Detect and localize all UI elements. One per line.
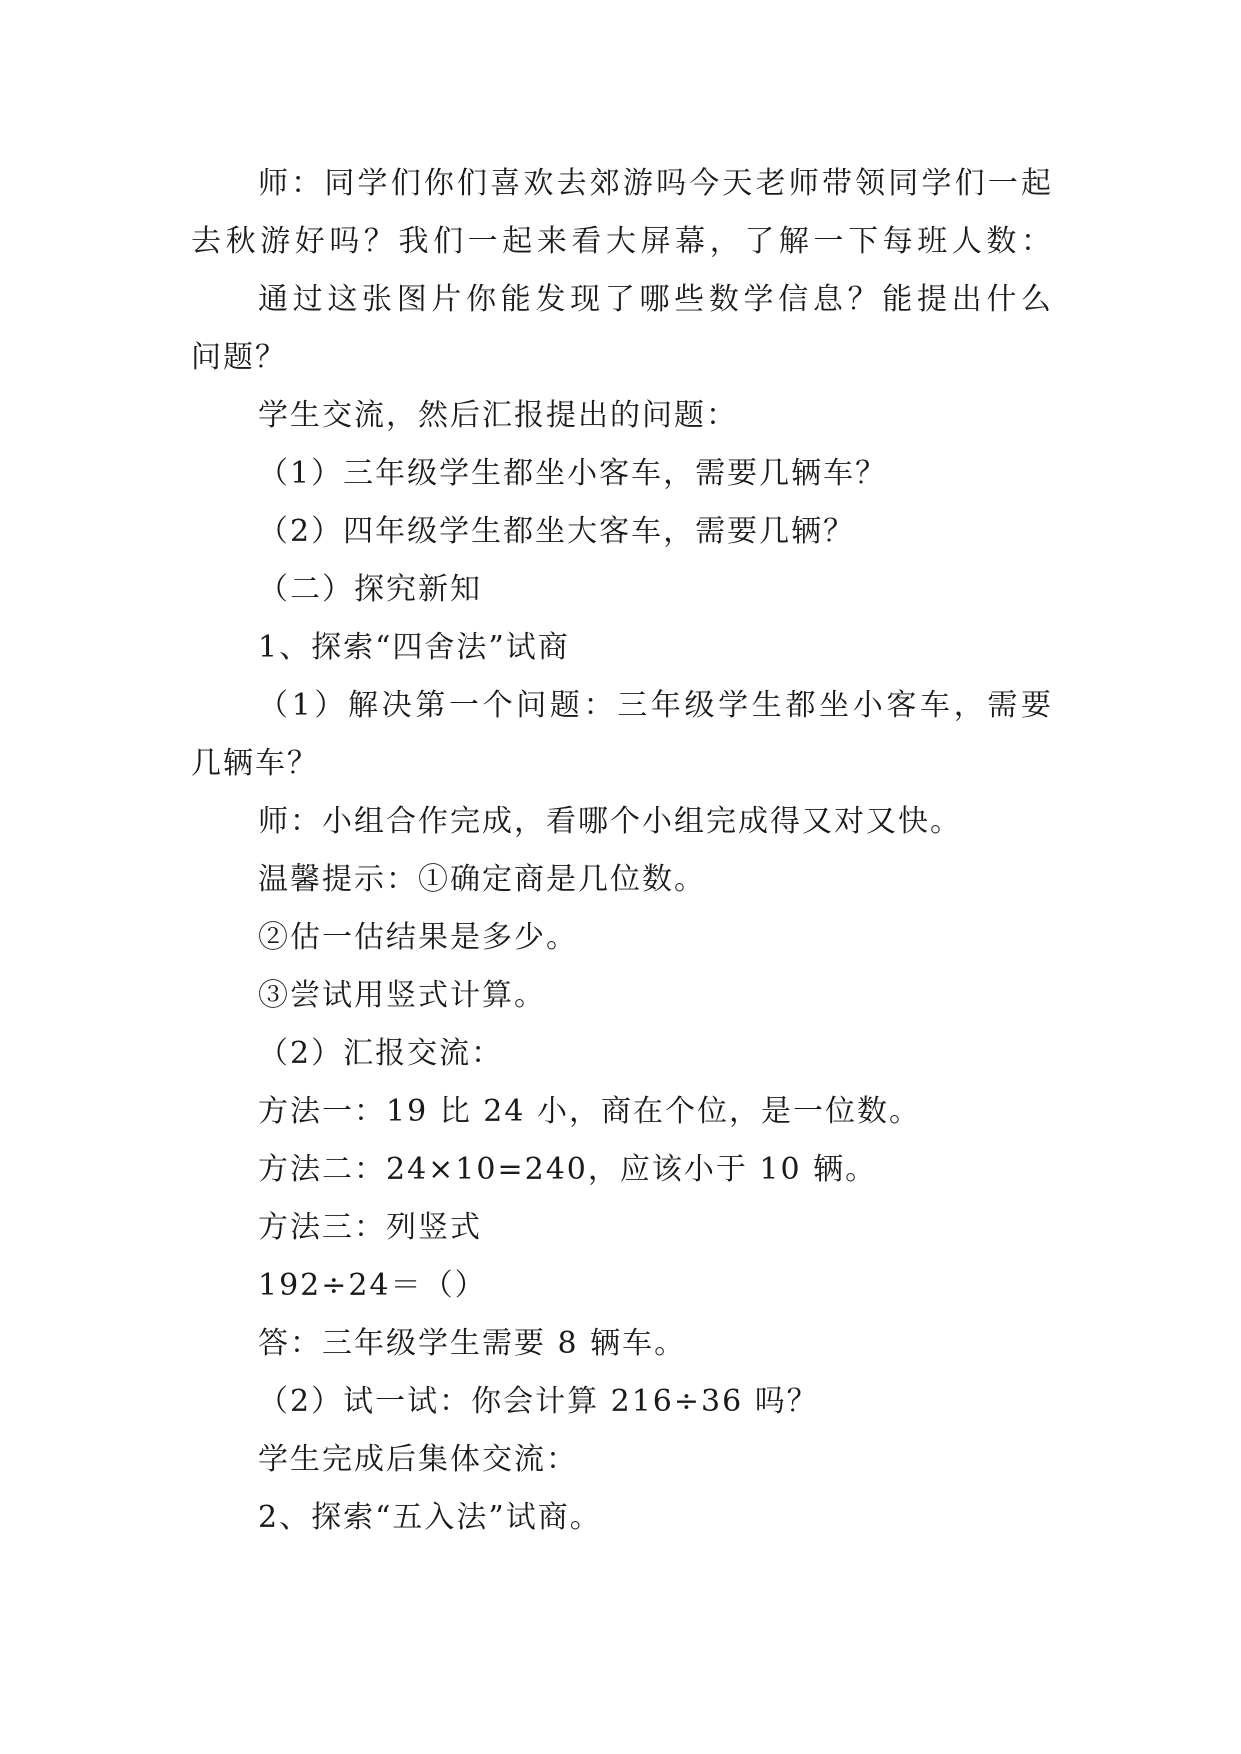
subsection-heading: 2、探索“五入法”试商。 bbox=[258, 1500, 602, 1535]
paragraph-line: 学生完成后集体交流： bbox=[258, 1442, 578, 1477]
paragraph-line: 方法二：24×10=240，应该小于 10 辆。 bbox=[258, 1152, 878, 1187]
paragraph-line: 答：三年级学生需要 8 辆车。 bbox=[258, 1326, 687, 1361]
paragraph-line: 方法一：19 比 24 小，商在个位，是一位数。 bbox=[258, 1094, 921, 1129]
paragraph-line: 温馨提示：①确定商是几位数。 bbox=[258, 862, 706, 897]
paragraph-line: 几辆车？ bbox=[191, 746, 319, 781]
paragraph-line: 学生交流，然后汇报提出的问题： bbox=[258, 398, 738, 433]
paragraph-line: 师：同学们你们喜欢去郊游吗今天老师带领同学们一起 bbox=[258, 166, 1053, 201]
list-item: （1）三年级学生都坐小客车，需要几辆车？ bbox=[258, 456, 888, 491]
equation-line: 192÷24＝（） bbox=[258, 1268, 487, 1303]
paragraph-line: 通过这张图片你能发现了哪些数学信息？能提出什么 bbox=[258, 282, 1053, 317]
paragraph-line: 去秋游好吗？我们一起来看大屏幕，了解一下每班人数： bbox=[191, 224, 1053, 259]
paragraph-line: （2）试一试：你会计算 216÷36 吗？ bbox=[258, 1384, 819, 1419]
list-item: （2）四年级学生都坐大客车，需要几辆？ bbox=[258, 514, 856, 549]
paragraph-line: ②估一估结果是多少。 bbox=[258, 920, 578, 955]
subsection-heading: 1、探索“四舍法”试商 bbox=[258, 630, 570, 665]
section-heading: （二）探究新知 bbox=[258, 572, 482, 607]
paragraph-line: 方法三：列竖式 bbox=[258, 1210, 482, 1245]
paragraph-line: （2）汇报交流： bbox=[258, 1036, 504, 1071]
paragraph-line: 师：小组合作完成，看哪个小组完成得又对又快。 bbox=[258, 804, 962, 839]
paragraph-line: 问题？ bbox=[191, 340, 287, 375]
paragraph-line: ③尝试用竖式计算。 bbox=[258, 978, 546, 1013]
paragraph-line: （1）解决第一个问题：三年级学生都坐小客车，需要 bbox=[258, 688, 1053, 723]
